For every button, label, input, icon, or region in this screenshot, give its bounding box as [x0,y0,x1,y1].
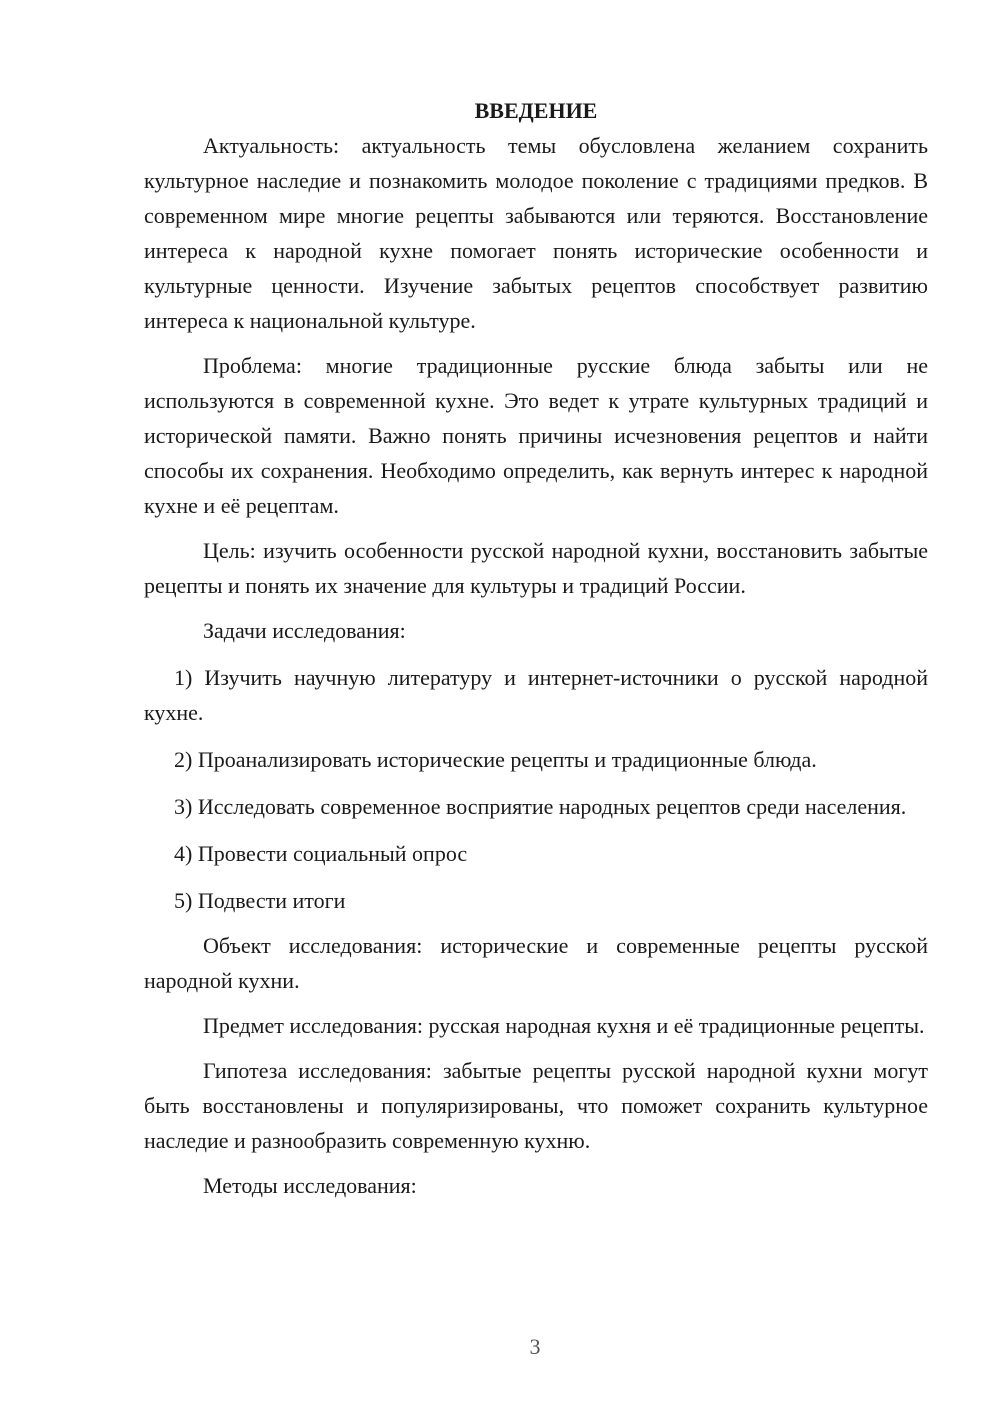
relevance-paragraph: Актуальность: актуальность темы обусловлена желанием сохранить культурное наследие и познакомить молодое поколение с традициями предков. В современном мире многие рецепты забываются или теряются. Восстановление интереса к народной кухне помогает понять исторические особенности и культурные ценности. Изучение забытых рецептов способствует развитию интереса к национальной культуре. [144,133,928,333]
problem-paragraph: Проблема: многие традиционные русские блюда забыты или не используются в современной кухне. Это ведет к утрате культурных традиций и исторической памяти. Важно понять причины исчезновения рецептов и найти способы их сохранения. Необходимо определить, как вернуть интерес к народной кухне и её рецептам. [144,353,928,518]
goal-paragraph: Цель: изучить особенности русской народной кухни, восстановить забытые рецепты и понять их значение для культуры и традиций России. [144,538,928,598]
page-number: 3 [529,1334,541,1359]
section-heading: ВВЕДЕНИЕ [474,98,598,123]
page-content [144,93,928,1203]
task-item: 4) Провести социальный опрос [174,841,468,866]
task-item: 2) Проанализировать исторические рецепты и традиционные блюда. [174,747,817,772]
task-item: 5) Подвести итоги [174,888,346,913]
subject-paragraph: Предмет исследования: русская народная кухня и её традиционные рецепты. [203,1013,925,1038]
task-item: 1) Изучить научную литературу и интернет-источники о русской народной кухне. [144,665,928,725]
task-item: 3) Исследовать современное восприятие народных рецептов среди населения. [174,794,907,819]
hypothesis-paragraph: Гипотеза исследования: забытые рецепты русской народной кухни могут быть восстановлены и популяризированы, что поможет сохранить культурное наследие и разнообразить современную кухню. [144,1058,928,1153]
tasks-title: Задачи исследования: [203,618,406,643]
object-paragraph: Объект исследования: исторические и современные рецепты русской народной кухни. [144,933,928,993]
methods-title: Методы исследования: [203,1173,417,1198]
